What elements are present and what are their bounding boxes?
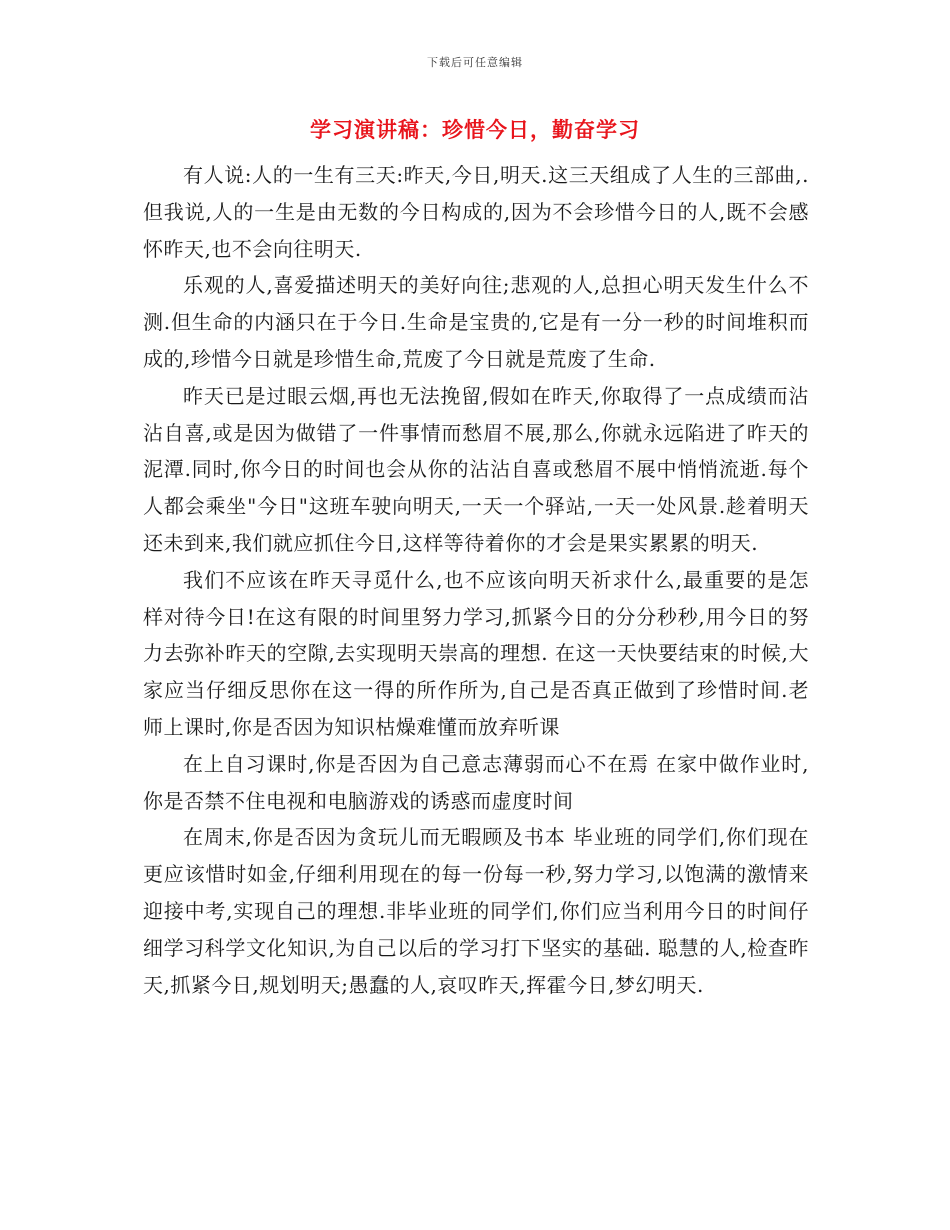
- paragraph-5: 在上自习课时,你是否因为自己意志薄弱而心不在焉 在家中做作业时,你是否禁不住电视和电脑游戏的诱惑而虚度时间: [143, 751, 809, 813]
- paragraph-3: 昨天已是过眼云烟,再也无法挽留,假如在昨天,你取得了一点成绩而沾沾自喜,或是因为做错了一件事情而愁眉不展,那么,你就永远陷进了昨天的泥潭.同时,你今日的时间也会从你的沾沾自喜或愁眉不展中悄悄流逝.每个人都会乘坐"今日"这班车驶向明天,一天一个驿站,一天一处风景.趁着明天还未到来,我们就应抓住今日,这样等待着你的才会是果实累累的明天.: [143, 383, 809, 555]
- header-note: 下载后可任意编辑: [427, 56, 523, 69]
- document-body: [143, 157, 809, 1003]
- paragraph-1: 有人说:人的一生有三天:昨天,今日,明天.这三天组成了人生的三部曲,.但我说,人的一生是由无数的今日构成的,因为不会珍惜今日的人,既不会感怀昨天,也不会向往明天.: [143, 163, 809, 261]
- paragraph-6: 在周末,你是否因为贪玩儿而无暇顾及书本 毕业班的同学们,你们现在更应该惜时如金,仔细利用现在的每一份每一秒,努力学习,以饱满的激情来迎接中考,实现自己的理想.非毕业班的同学们,你们应当利用今日的时间仔细学习科学文化知识,为自己以后的学习打下坚实的基础. 聪慧的人,检查昨天,抓紧今日,规划明天;愚蠢的人,哀叹昨天,挥霍今日,梦幻明天.: [143, 825, 809, 997]
- paragraph-4: 我们不应该在昨天寻觅什么,也不应该向明天祈求什么,最重要的是怎样对待今日!在这有限的时间里努力学习,抓紧今日的分分秒秒,用今日的努力去弥补昨天的空隙,去实现明天崇高的理想. 在这一天快要结束的时候,大家应当仔细反思你在这一得的所作所为,自己是否真正做到了珍惜时间.老师上课时,你是否因为知识枯燥难懂而放弃听课: [143, 567, 809, 739]
- document-title: 学习演讲稿：珍惜今日，勤奋学习: [310, 118, 640, 142]
- paragraph-2: 乐观的人,喜爱描述明天的美好向往;悲观的人,总担心明天发生什么不测.但生命的内涵只在于今日.生命是宝贵的,它是有一分一秒的时间堆积而成的,珍惜今日就是珍惜生命,荒废了今日就是荒废了生命.: [143, 273, 809, 371]
